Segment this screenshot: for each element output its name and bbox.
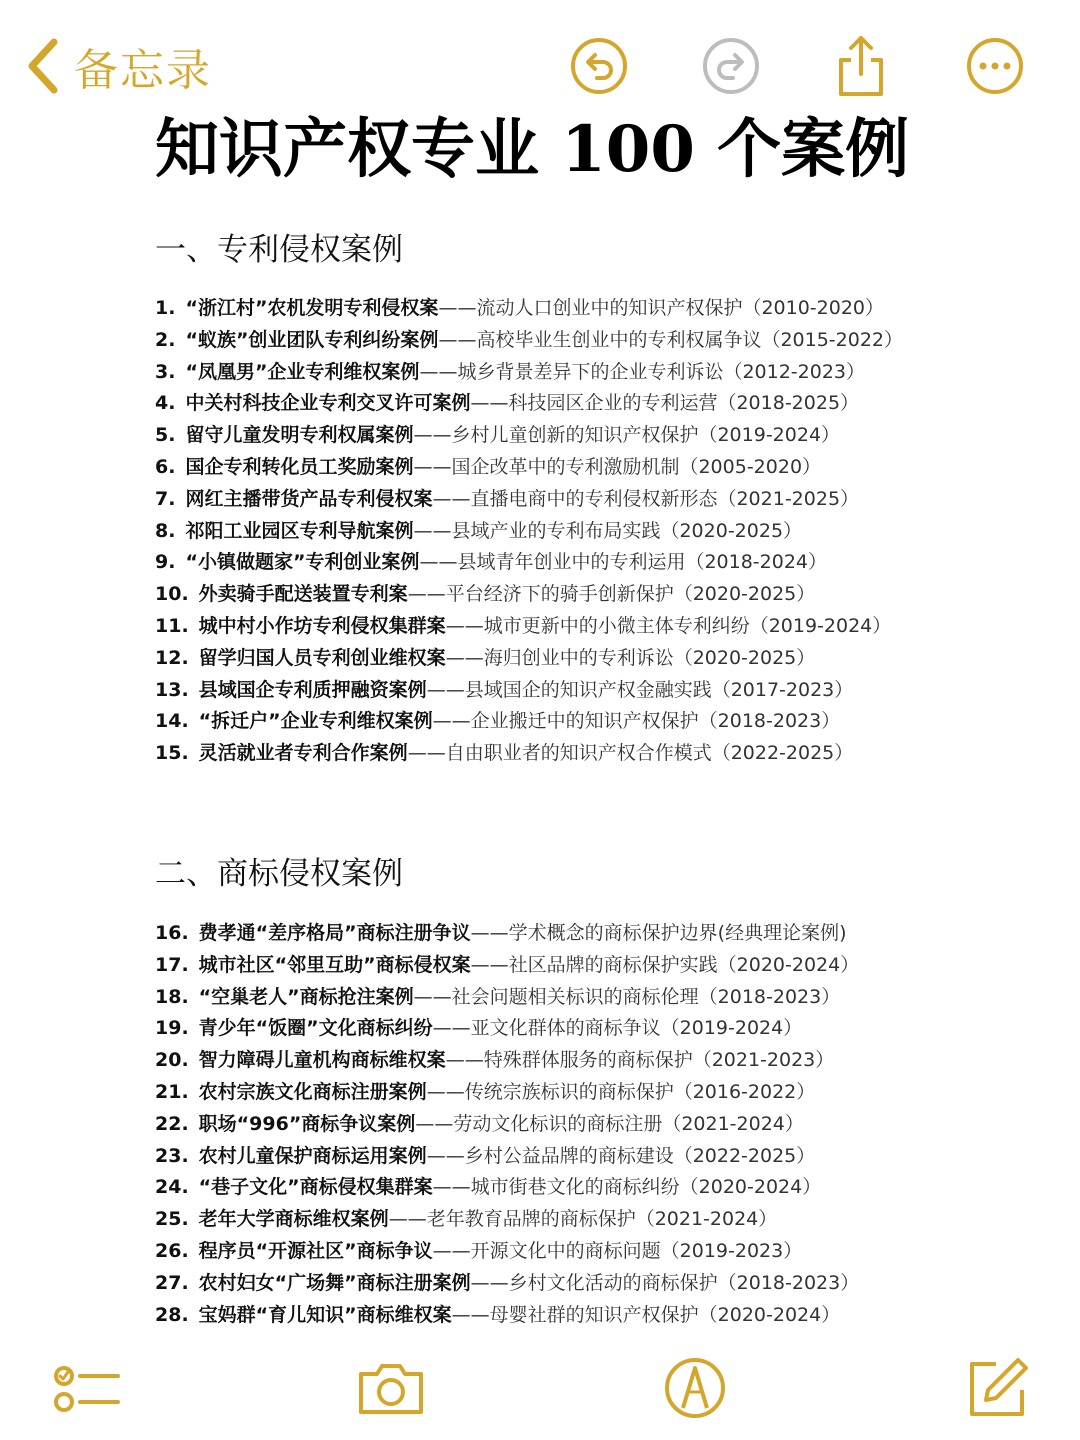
case-title: 农村宗族文化商标注册案例 [198,1080,427,1103]
list-item[interactable] [155,420,945,452]
item-number: 1. [155,297,176,319]
checklist-button[interactable] [50,1352,122,1424]
case-desc: ——传统宗族标识的商标保护（2016-2022） [426,1080,816,1103]
undo-icon [567,34,631,98]
case-desc: ——开源文化中的商标问题（2019-2023） [432,1239,803,1262]
chevron-left-icon [22,36,62,96]
case-desc: ——企业搬迁中的知识产权保护（2018-2023） [432,710,841,733]
more-icon [963,34,1027,98]
case-title: “小镇做题家”专利创业案例 [185,551,420,574]
item-number: 22. [155,1112,189,1135]
more-button[interactable] [963,34,1027,98]
case-title: “凤凰男”企业专利维权案例 [185,360,420,383]
case-title: “浙江村”农机发明专利侵权案 [185,297,439,319]
case-title: 留守儿童发明专利权属案例 [185,424,414,447]
case-title: “拆迁户”企业专利维权案例 [198,710,433,733]
case-desc: ——国企改革中的专利激励机制（2005-2020） [413,455,822,478]
case-desc: ——乡村公益品牌的商标建设（2022-2025） [426,1144,816,1167]
case-title: “空巢老人”商标抢注案例 [198,985,414,1008]
case-desc: ——学术概念的商标保护边界(经典理论案例) [470,922,847,944]
markup-icon [659,1352,731,1424]
case-title: 城市社区“邻里互助”商标侵权案 [198,953,471,976]
case-title: 宝妈群“育儿知识”商标维权案 [198,1303,452,1326]
list-item[interactable] [155,325,945,357]
list-item[interactable] [155,388,945,420]
list-item[interactable] [155,293,945,325]
case-title: 国企专利转化员工奖励案例 [185,455,414,478]
item-number: 24. [155,1176,189,1199]
undo-button[interactable] [567,34,631,98]
item-number: 17. [155,953,189,976]
bottom-toolbar [0,1340,1080,1440]
case-desc: ——乡村文化活动的商标保护（2018-2023） [470,1271,860,1294]
compose-button[interactable] [960,1352,1032,1424]
list-item[interactable] [155,1109,945,1141]
case-desc: ——县域产业的专利布局实践（2020-2025） [413,519,803,542]
case-desc: ——城乡背景差异下的企业专利诉讼（2012-2023） [419,360,866,383]
case-title: 老年大学商标维权案例 [198,1208,389,1231]
case-title: 外卖骑手配送装置专利案 [198,583,408,606]
case-desc: ——自由职业者的知识产权合作模式（2022-2025） [407,742,854,765]
case-title: 县域国企专利质押融资案例 [198,678,427,701]
list-item[interactable] [155,579,945,611]
case-desc: ——高校毕业生创业中的专利权属争议（2015-2022） [438,328,904,351]
list-item[interactable] [155,1268,945,1300]
list-item[interactable] [155,357,945,389]
note-title[interactable]: 知识产权专业 100 个案例 [155,112,910,187]
item-number: 18. [155,985,189,1008]
case-title: 灵活就业者专利合作案例 [198,742,408,765]
case-desc: ——直播电商中的专利侵权新形态（2021-2025） [432,487,860,510]
case-desc: ——县域青年创业中的专利运用（2018-2024） [419,551,828,574]
list-item[interactable] [155,516,945,548]
share-button[interactable] [829,34,893,98]
item-number: 7. [155,487,176,510]
case-title: 职场“996”商标争议案例 [198,1112,416,1135]
markup-button[interactable] [659,1352,731,1424]
case-title: 祁阳工业园区专利导航案例 [185,519,414,542]
item-number: 4. [155,392,176,415]
case-desc: ——科技园区企业的专利运营（2018-2025） [470,392,860,415]
case-title: “巷子文化”商标侵权集群案 [198,1176,433,1199]
case-desc: ——老年教育品牌的商标保护（2021-2024） [388,1208,778,1231]
case-desc: ——社区品牌的商标保护实践（2020-2024） [470,953,860,976]
case-title: 留学归国人员专利创业维权案 [198,646,446,669]
back-button[interactable] [22,34,212,98]
case-title: 中关村科技企业专利交叉许可案例 [185,392,471,415]
case-desc: ——平台经济下的骑手创新保护（2020-2025） [407,583,816,606]
checklist-icon [50,1352,122,1424]
case-title: 智力障碍儿童机构商标维权案 [198,1049,446,1072]
list-item[interactable] [155,547,945,579]
list-item[interactable] [155,675,945,707]
case-desc: ——县域国企的知识产权金融实践（2017-2023） [426,678,854,701]
list-item[interactable] [155,452,945,484]
list-item[interactable] [155,1300,945,1332]
case-desc: ——社会问题相关标识的商标伦理（2018-2023） [413,985,841,1008]
case-desc: ——劳动文化标识的商标注册（2021-2024） [415,1112,804,1135]
item-number: 11. [155,614,189,637]
list-item[interactable] [155,738,945,770]
case-desc: ——亚文化群体的商标争议（2019-2024） [432,1017,803,1040]
patent-case-list [155,293,945,770]
list-item[interactable] [155,706,945,738]
item-number: 26. [155,1239,189,1262]
list-item[interactable] [155,982,945,1014]
case-desc: ——流动人口创业中的知识产权保护（2010-2020） [438,297,885,319]
case-desc: ——特殊群体服务的商标保护（2021-2023） [445,1049,835,1072]
list-item[interactable] [155,484,945,516]
list-item[interactable] [155,1141,945,1173]
item-number: 9. [155,551,176,574]
case-title: 农村妇女“广场舞”商标注册案例 [198,1271,471,1294]
camera-icon [355,1352,427,1424]
case-title: “蚁族”创业团队专利纠纷案例 [185,328,439,351]
item-number: 14. [155,710,189,733]
list-item[interactable] [155,643,945,675]
trademark-case-list [155,918,945,1331]
case-desc: ——母婴社群的知识产权保护（2020-2024） [451,1303,841,1326]
compose-icon [960,1352,1032,1424]
list-item[interactable] [155,950,945,982]
redo-button[interactable] [699,34,763,98]
case-desc: ——海归创业中的专利诉讼（2020-2025） [445,646,816,669]
case-title: 农村儿童保护商标运用案例 [198,1144,427,1167]
item-number: 6. [155,455,176,478]
back-label: 备忘录 [74,45,212,96]
case-desc: ——城市街巷文化的商标纠纷（2020-2024） [432,1176,822,1199]
item-number: 20. [155,1049,189,1072]
case-title: 青少年“饭圈”文化商标纠纷 [198,1017,433,1040]
item-number: 19. [155,1017,189,1040]
section-heading-patent[interactable]: 一、专利侵权案例 [155,232,403,268]
item-number: 12. [155,646,189,669]
item-number: 16. [155,922,189,944]
item-number: 27. [155,1271,189,1294]
share-icon [829,34,893,98]
item-number: 8. [155,519,176,542]
section-heading-trademark[interactable]: 二、商标侵权案例 [155,856,403,892]
item-number: 2. [155,328,176,351]
item-number: 28. [155,1303,189,1326]
list-item[interactable] [155,918,945,950]
list-item[interactable] [155,1013,945,1045]
item-number: 23. [155,1144,189,1167]
item-number: 13. [155,678,189,701]
camera-button[interactable] [355,1352,427,1424]
item-number: 21. [155,1080,189,1103]
case-desc: ——乡村儿童创新的知识产权保护（2019-2024） [413,424,841,447]
list-item[interactable] [155,1045,945,1077]
item-number: 3. [155,360,176,383]
item-number: 10. [155,583,189,606]
item-number: 25. [155,1208,189,1231]
item-number: 15. [155,742,189,765]
list-item[interactable] [155,1204,945,1236]
case-title: 程序员“开源社区”商标争议 [198,1239,433,1262]
case-title: 费孝通“差序格局”商标注册争议 [198,922,471,944]
list-item[interactable] [155,1172,945,1204]
list-item[interactable] [155,1077,945,1109]
list-item[interactable] [155,1236,945,1268]
list-item[interactable] [155,611,945,643]
item-number: 5. [155,424,176,447]
case-title: 网红主播带货产品专利侵权案 [185,487,433,510]
case-desc: ——城市更新中的小微主体专利纠纷（2019-2024） [445,614,892,637]
redo-icon [699,34,763,98]
case-title: 城中村小作坊专利侵权集群案 [198,614,446,637]
